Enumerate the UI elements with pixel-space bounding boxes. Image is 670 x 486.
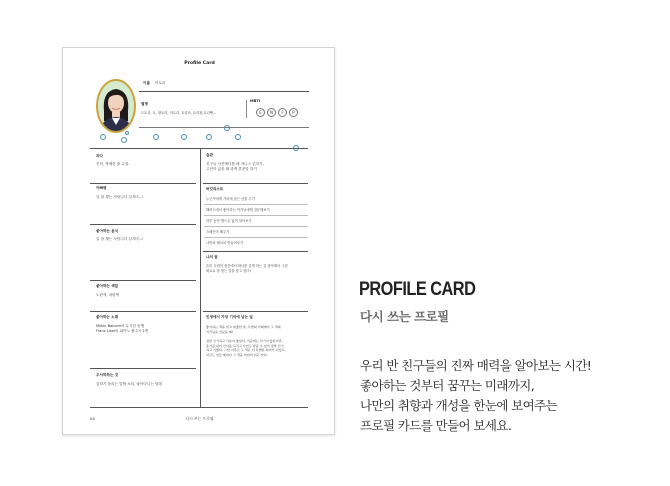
bottom-rule [90, 407, 308, 408]
decor-bubble [125, 131, 129, 135]
profile-card-preview [62, 47, 335, 435]
mbti-letter-p: P [289, 108, 298, 117]
left-section-label: 과다 [96, 154, 103, 158]
left-section-rule [90, 280, 196, 281]
bucket-item: 나만의 레시피 만들어보기 [206, 241, 244, 245]
bucket-rule [204, 226, 308, 227]
name-underline [139, 91, 309, 92]
left-section-text: 길 잘 챙는 사랑니다 길지미...! [96, 195, 144, 199]
description-line: 좋아하는 것부터 꿈꾸는 미래까지, [360, 378, 535, 393]
right-section-label: 인생에서 가장 기억에 남는 일 [206, 315, 253, 319]
decor-bubble [121, 137, 127, 143]
mbti-box [246, 100, 302, 118]
left-section-label: 우사하하는 것 [96, 373, 119, 377]
right-section-text: 흔히 우원이 집중에서 따나를 길게 하는 길 좋아해서 그런 죄요로 잘 찾는 길을 찾고 싶다! [206, 264, 288, 273]
mbti-letter-e: E [256, 108, 265, 117]
headline: PROFILE CARD [359, 279, 476, 300]
bucket-item: 누군가에게 가치에 남는 선물 주기 [206, 197, 255, 201]
mbti-letter-n: N [267, 108, 276, 117]
left-section-label: 좋아하는 음식 [96, 229, 119, 233]
right-section-label: 버킷리스트 [206, 187, 224, 191]
nickname-label: 별명 [141, 102, 148, 106]
top-rule [90, 148, 308, 149]
decor-bubble [100, 134, 106, 140]
left-section-text: 신학, 축제한 줄 수집. [96, 162, 130, 166]
left-section-rule [90, 224, 196, 225]
column-divider [200, 149, 201, 407]
decor-bubble [153, 134, 159, 140]
page-number: 04 [90, 416, 95, 421]
nickname-value: 도토리, 토, 왕토리, 석토리, 토리쓰, 토리왕,토리빵... [141, 111, 217, 115]
name-label: 이름 [143, 81, 150, 85]
left-section-rule [90, 368, 196, 369]
footer-title: 다시 쓰는 프로필 [185, 416, 214, 421]
right-section-label: 나의 꿈 [206, 255, 218, 259]
left-section-text: 길 잘 챙는 사랑니다 길지미...! [96, 237, 144, 241]
subheadline: 다시 쓰는 프로필 [360, 309, 449, 324]
description-line: 나만의 취향과 개성을 한눈에 보여주는 [360, 398, 558, 413]
right-section-rule [203, 251, 308, 252]
profile-divider [139, 127, 309, 128]
right-section-rule [203, 183, 308, 184]
bucket-rule [204, 237, 308, 238]
name-value: 이토리 [155, 81, 166, 85]
bucket-rule [204, 215, 308, 216]
left-section-text: 감하기 돌리는 말할 소리, 날아다니는 벌레 [96, 382, 162, 386]
left-section-label: 아빠평 [96, 186, 107, 190]
mbti-label: MBTI [250, 99, 261, 103]
bucket-item: 스페인어 배우기 [206, 230, 230, 234]
left-section-text: 노란색, 파란색 [96, 293, 120, 297]
left-section-rule [90, 311, 196, 312]
bucket-rule [204, 204, 308, 205]
decor-bubble [235, 134, 241, 140]
mbti-letter-f: F [278, 108, 287, 117]
profile-photo [96, 79, 136, 133]
decor-bubble [224, 125, 230, 131]
description-line: 우리 반 친구들의 진짜 매력을 알아보는 시간! [360, 358, 592, 373]
right-section-text: 좋아하는 책을 읽고 대출한 날, 무엔의 카페에서 그 책의 작가님을 만났을 때! 정말 신기하고 기분이 좋았다. 처음에는 믿기지 않았지만, 용기를 내어 인사를 드리고 사인도 받을 수 있어 정말 신기 하고 기뻤다. 그날 이후로 그 책은 더 특별한 의미가 되었고, 지금도 힘들 때마다 그 책을 꺼내어 읽곤 한다. [206, 325, 286, 357]
bucket-item: 하루 동안 핸드폰 없이 살아보기 [206, 219, 252, 223]
right-section-rule [203, 311, 308, 312]
card-title: Profile Card [184, 61, 215, 66]
decor-bubble [206, 134, 212, 140]
description-line: 프로필 카드를 만들어 보세요. [360, 418, 512, 433]
right-section-label: 습관 [206, 153, 213, 157]
bucket-item: 해외으에서 좋아하는 작가님에게 질문해보기 [206, 208, 270, 212]
left-section-text: Milkin Balcom의 무시한 동행 Franz Liszt의 피아노 협주곡 1번 [96, 324, 149, 334]
left-section-label: 좋아하는 색깔 [96, 284, 119, 288]
left-section-label: 좋아하는 노래 [96, 315, 119, 319]
left-section-rule [90, 183, 196, 184]
decor-bubble [181, 134, 187, 140]
description [360, 356, 591, 436]
right-section-text: 친구들 사진에다를 때 자니스 읽히기, 고민이 있을 때 과게 혼잣말 하기 [206, 162, 264, 172]
student-portrait-image [98, 81, 134, 131]
